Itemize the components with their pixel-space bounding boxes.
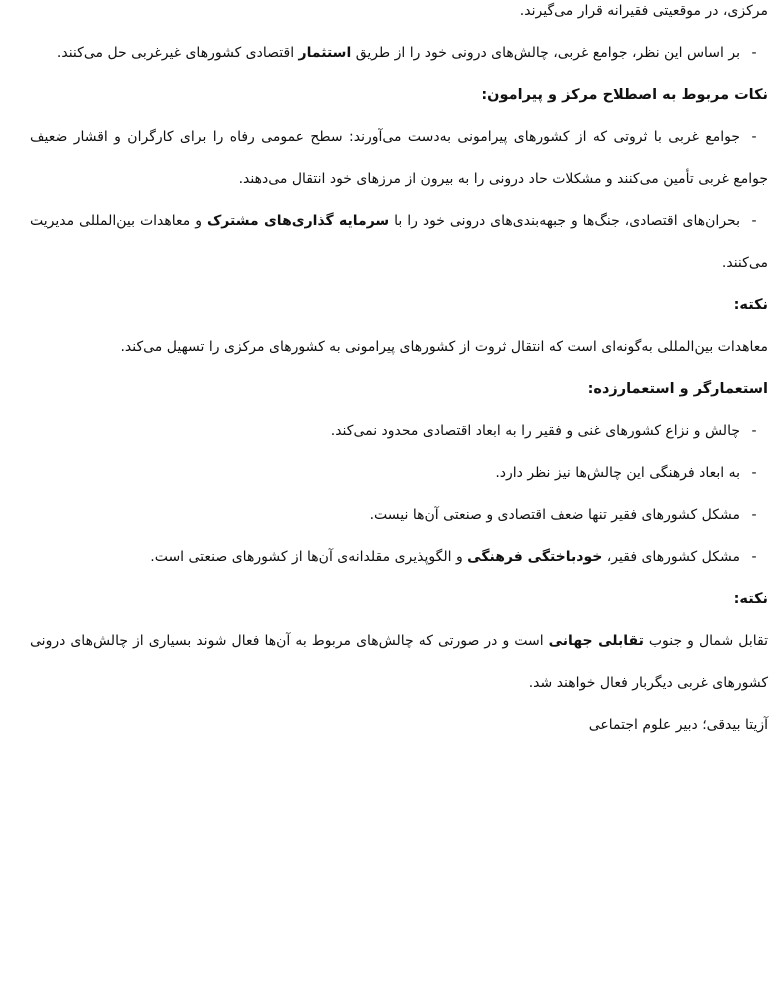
- bullet-dash: -: [751, 465, 757, 481]
- note-paragraph: معاهدات بین‌المللی به‌گونه‌ای است که انتقال ثروت از کشورهای پیرامونی به کشورهای مرکزی را تسهیل می‌کند.: [120, 339, 768, 355]
- bullet-item-culture: [30, 452, 768, 494]
- bullet-text: و معاهدات بین‌المللی مدیریت می‌کنند.: [30, 213, 768, 271]
- bullet-item-self-alienation: [30, 536, 768, 578]
- bullet-item-exploitation: [30, 32, 768, 74]
- intro-paragraph: مرکزی، در موقعیتی فقیرانه قرار می‌گیرند.: [519, 3, 768, 19]
- bullet-item-welfare: [30, 116, 768, 200]
- paragraph-text: است و در صورتی که چالش‌های مربوط به آن‌ها فعال شوند بسیاری از چالش‌های درونی کشورهای غربی دیگربار فعال خواهند شد.: [30, 633, 768, 691]
- author-signature: آزیتا بیدقی؛ دبیر علوم اجتماعی: [588, 717, 768, 733]
- note-paragraph-north-south: [30, 620, 768, 704]
- bullet-item-crises: [30, 200, 768, 284]
- bullet-text: مشکل کشورهای فقیر تنها ضعف اقتصادی و صنعتی آن‌ها نیست.: [369, 507, 740, 523]
- note-heading: نکته:: [733, 591, 768, 607]
- bullet-text: و الگوپذیری مقلدانه‌ی آن‌ها از کشورهای صنعتی است.: [150, 549, 468, 565]
- bullet-dash: -: [751, 507, 757, 523]
- bullet-item-conflict: [30, 410, 768, 452]
- note-heading: نکته:: [733, 297, 768, 313]
- bullet-text: بر اساس این نظر، جوامع غربی، چالش‌های درونی خود را از طریق: [351, 45, 740, 61]
- paragraph-text: تقابل شمال و جنوب: [643, 633, 768, 649]
- bold-term: خودباختگی فرهنگی: [467, 549, 603, 565]
- bullet-text: به ابعاد فرهنگی این چالش‌ها نیز نظر دارد.: [495, 465, 740, 481]
- bullet-text: چالش و نزاع کشورهای غنی و فقیر را به ابعاد اقتصادی محدود نمی‌کند.: [330, 423, 740, 439]
- section-heading-colonizer: استعمارگر و استعمارزده:: [587, 381, 768, 397]
- document-page: [30, 0, 768, 746]
- bullet-dash: -: [751, 45, 757, 61]
- bullet-dash: -: [751, 549, 757, 565]
- bullet-text: بحران‌های اقتصادی، جنگ‌ها و جبهه‌بندی‌های درونی خود را با: [389, 213, 740, 229]
- bold-term: تقابلی جهانی: [548, 633, 644, 649]
- bold-term: استثمار: [298, 45, 352, 61]
- bullet-dash: -: [751, 129, 757, 145]
- bullet-dash: -: [751, 213, 757, 229]
- bullet-text: جوامع غربی با ثروتی که از کشورهای پیرامونی به‌دست می‌آورند: سطح عمومی رفاه را برای کارگران و اقشار ضعیف جوامع غربی تأمین می‌کنند و مشکلات حاد درونی را به بیرون از مرزهای خود انتقال می‌دهند.: [30, 129, 768, 187]
- bullet-text: اقتصادی کشورهای غیرغربی حل می‌کنند.: [56, 45, 299, 61]
- bold-term: سرمایه گذاری‌های مشترک: [206, 213, 390, 229]
- bullet-dash: -: [751, 423, 757, 439]
- section-heading-center-periphery: نکات مربوط به اصطلاح مرکز و پیرامون:: [481, 87, 768, 103]
- bullet-text: مشکل کشورهای فقیر،: [602, 549, 740, 565]
- bullet-item-poverty: [30, 494, 768, 536]
